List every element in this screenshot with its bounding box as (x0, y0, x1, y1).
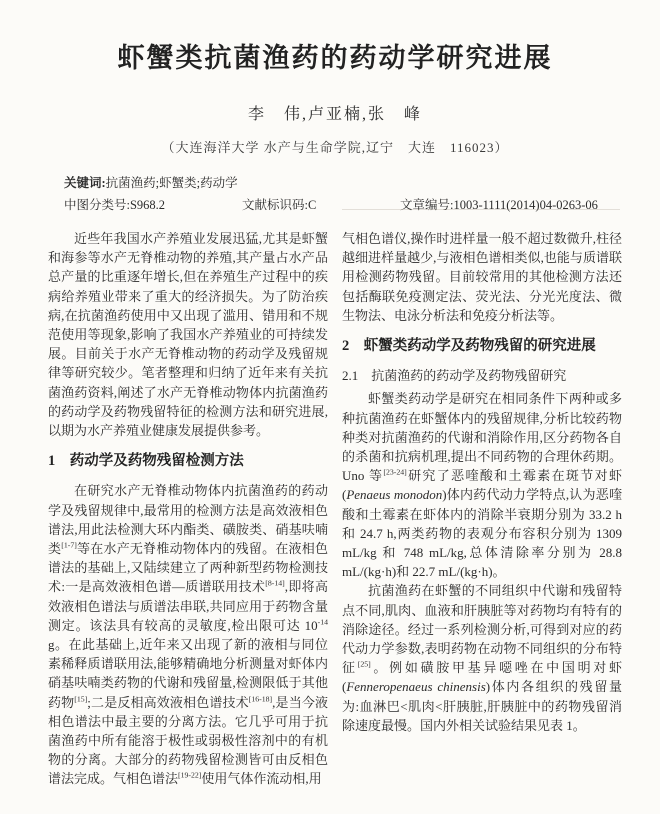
clc-value: S968.2 (129, 198, 166, 212)
affiliation: （大连海洋大学 水产与生命学院,辽宁 大连 116023） (161, 140, 509, 155)
paragraph: 抗菌渔药在虾蟹的不同组织中代谢和残留特点不同,肌肉、血液和肝胰脏等对药物均有特有的消除途径。经过一系列检测分析,可得到对应的药代动力学参数,表明药物在动物不同组织的分布特征[25]。例如磺胺甲基异噁唑在中国明对虾(Fenneropenaeus chinensis)体内各组织的残留量为:血淋巴<肌肉<肝胰脏,肝胰脏中的药物残留消除速度最慢。国内外相关试验结果见表 1。 (342, 583, 622, 733)
paragraph: 近些年我国水产养殖业发展迅猛,尤其是虾蟹和海参等水产无脊椎动物的养殖,其产量占水产品总产量的比重逐年增长,但在养殖生产过程中的疾病给养殖业带来了重大的经济损失。为了防治疾病,在抗菌渔药使用中又出现了滥用、错用和不规范使用等现象,影响了我国水产养殖业的可持续发展。目前关于水产无脊椎动物的药动学及残留规律等研究较少。笔者整理和归纳了近年来有关抗菌渔药资料,阐述了水产无脊椎动物体内抗菌渔药的药动学及药物残留特征的检测方法和研究进展,以期为水产养殖业健康发展提供参考。 (48, 231, 328, 439)
citation-superscript: [8-14] (265, 579, 285, 589)
citation-superscript: [16-18] (248, 694, 273, 704)
authors: 李 伟,卢亚楠,张 峰 (247, 106, 422, 123)
citation-superscript: [23-24] (383, 467, 407, 477)
section-heading: 1 药动学及药物残留检测方法 (48, 453, 244, 470)
article-id-label: 文章编号: (400, 198, 454, 212)
paragraph: 气相色谱仪,操作时进样量一般不超过数微升,柱径越细进样量越少,与液相色谱相类似,也能与质谱联用检测药物残留。目前较常用的其他检测方法还包括酶联免疫测定法、荧光法、分光光度法、微生物法、电泳分析法和免疫分析法等。 (342, 231, 622, 323)
clc-label: 中图分类号: (64, 198, 130, 212)
keywords-value: 抗菌渔药;虾蟹类;药动学 (105, 176, 238, 190)
doc-code-label: 文献标识码: (242, 198, 308, 212)
citation-superscript: [1-7] (61, 540, 77, 550)
citation-superscript: [19-22] (178, 771, 202, 781)
citation-superscript: [25] (357, 659, 371, 669)
body-columns (48, 229, 622, 814)
scan-artifact-line (342, 209, 620, 210)
keywords-line (64, 172, 622, 194)
paragraph: 在研究水产无脊椎动物体内抗菌渔药的药动学及残留规律中,最常用的检测方法是高效液相色谱法,用此法检测大环内酯类、磺胺类、硝基呋喃类[1-7]等在水产无脊椎动物体内的残留。在液相色谱法的基础上,又陆续建立了两种新型药物检测技术:一是高效液相色谱—质谱联用技术[8-14],即将高效液相色谱法与质谱法串联,共同应用于药物含量测定。该法具有较高的灵敏度,检出限可达 $10^{-14}$ g。在此基础上,近年来又出现了新的液相与同位素稀释质谱联用法,能够精确地分析测量对虾体内硝基呋喃类药物的代谢和残留量,检测限低于其他药物[15];二是反相高效液相色谱技术[16-18],是当今液相色谱法中最主要的分离方法。它几乎可用于抗菌渔药中所有能溶于极性或弱极性溶剂中的有机物的分离。大部分的药物残留检测皆可由反相色谱法完成。气相色谱法[19-22]使用气体作流动相,用 (48, 483, 328, 787)
species-name-italic: Penaeus monodon (346, 487, 443, 503)
left-column (48, 229, 328, 814)
doc-code-item (242, 194, 400, 216)
paragraph: 虾蟹类药动学是研究在相同条件下两种或多种抗菌渔药在虾蟹体内的残留规律,分析比较药物种类对抗菌渔药的代谢和消除作用,区分药物各自的杀菌和抗病机理,提出不同药物的合理休药期。Uno 等[23-24]研究了恶喹酸和土霉素在斑节对虾(Penaeus monodon)体内药代动力学特点,认为恶喹酸和土霉素在虾体内的消除半衰期分别为 33.2 h 和 24.7 h,两类药物的表观分布容积分别为 1309 mL/kg 和 748 mL/kg,总体清除率分别为 28.8 mL/(kg·h)和 22.7 mL/(kg·h)。 (342, 391, 622, 580)
species-name-italic: Fenneropenaeus chinensis (346, 679, 486, 695)
article-title: 虾蟹类抗菌渔药的药动学研究进展 (117, 43, 553, 73)
citation-superscript: -14 (317, 617, 328, 627)
ids-line (64, 194, 622, 216)
right-column (342, 229, 622, 814)
section-heading: 2 虾蟹类药动学及药物残留的研究进展 (342, 338, 596, 355)
clc-item (64, 194, 242, 216)
citation-superscript: [15] (74, 694, 88, 704)
doc-code-value: C (307, 198, 317, 212)
subsection-heading: 2.1 抗菌渔药的药动学及药物残留研究 (342, 368, 567, 384)
article-id-item (400, 194, 622, 216)
article-id-value: 1003-1111(2014)04-0263-06 (453, 198, 598, 212)
keywords-label: 关键词: (64, 176, 106, 190)
